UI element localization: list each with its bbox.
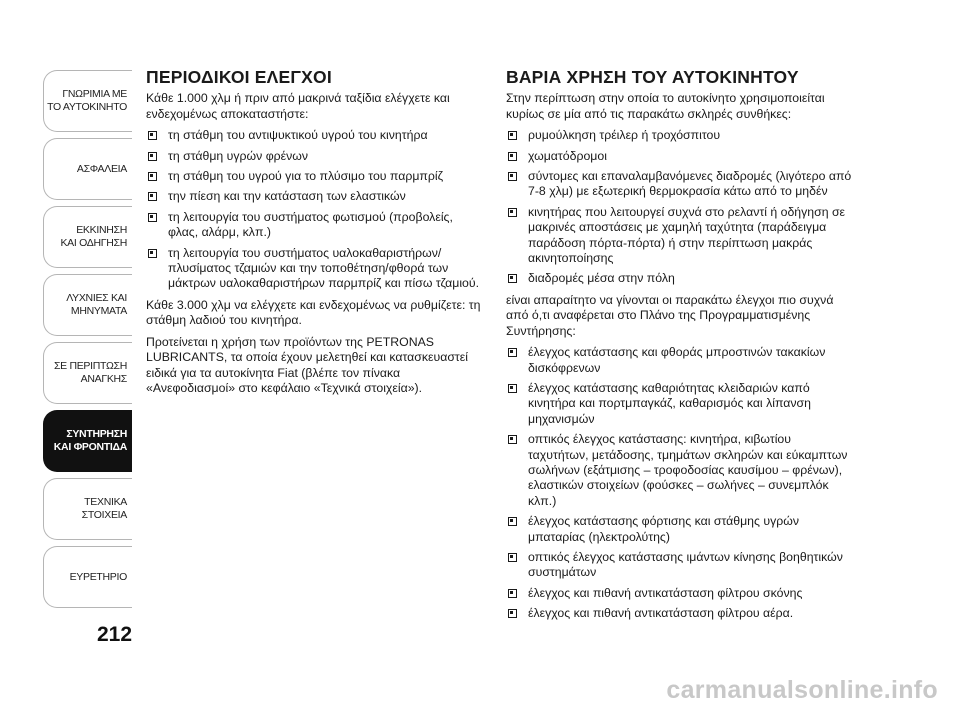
checkbox-icon [508,435,517,444]
page-number: 212 [97,623,133,646]
checkbox-icon [508,131,517,140]
list-item-text: τη στάθμη του αντιψυκτικού υγρού του κινητήρα [168,128,428,143]
list-item [506,606,852,621]
checkbox-icon [148,152,157,161]
paragraph: είναι απαραίτητο να γίνονται οι παρακάτω έλεγχοι πιο συχνά από ό,τι αναφέρεται στο Πλάνο της Προγραμματισμένης Συντήρησης: [506,292,834,338]
list-item [506,271,852,286]
list-item [146,189,486,204]
checkbox-icon [508,208,517,217]
list-item [506,149,852,164]
list-item [506,432,852,509]
list-item [506,586,852,601]
checkbox-icon [148,192,157,201]
list-item-text: έλεγχος κατάστασης και φθοράς μπροστινών τακακίων δισκόφρενων [528,345,826,375]
list-item-text: τη λειτουργία του συστήματος υαλοκαθαριστήρων/πλυσίματος τζαμιών και την τοποθέτηση/φθορά των μάκτρων υαλοκαθαριστήρων παρμπρίζ και πίσω τζαμιού. [168,245,480,291]
list-item-text: έλεγχος κατάστασης καθαριότητας κλειδαριών καπό κινητήρα και πορτμπαγκάζ, καθαρισμός και λίπανση μηχανισμών [528,380,811,426]
conditions-list [506,128,852,287]
list-item-text: οπτικός έλεγχος κατάστασης: κινητήρα, κιβωτίου ταχυτήτων, μετάδοσης, τμημάτων σκληρών και εύκαμπτων σωλήνων (εξάτμισης – τροφοδοσίας καυσίμου – φρένων), ελαστικών στοιχείων (φούσκες – σωλήνες – συνεμπλόκ κλπ.) [528,432,848,508]
checkbox-icon [148,249,157,258]
checkbox-icon [508,609,517,618]
checklist [146,128,486,292]
tab-starting-driving[interactable]: ΕΚΚΙΝΗΣΗ ΚΑΙ ΟΔΗΓΗΣΗ [43,206,132,268]
list-item-text: έλεγχος και πιθανή αντικατάσταση φίλτρου αέρα. [528,606,794,621]
list-item-text: έλεγχος και πιθανή αντικατάσταση φίλτρου σκόνης [528,585,803,600]
list-item-text: την πίεση και την κατάσταση των ελαστικών [168,189,406,204]
checkbox-icon [148,213,157,222]
list-item-text: έλεγχος κατάστασης φόρτισης και στάθμης υγρών μπαταρίας (ηλεκτρολύτης) [528,514,799,544]
checkbox-icon [508,152,517,161]
checkbox-icon [508,553,517,562]
tab-lights-messages[interactable]: ΛΥΧΝΙΕΣ ΚΑΙ ΜΗΝΥΜΑΤΑ [43,274,132,336]
tab-safety[interactable]: ΑΣΦΑΛΕΙΑ [43,138,132,200]
tab-getting-to-know[interactable]: ΓΝΩΡΙΜΙΑ ΜΕ ΤΟ ΑΥΤΟΚΙΝΗΤΟ [43,70,132,132]
list-item [146,169,486,184]
list-item-text: σύντομες και επαναλαμβανόμενες διαδρομές (λιγότερο από 7-8 χλμ) με εξωτερική θερμοκρασία κάτω από το μηδέν [528,169,852,199]
checkbox-icon [148,172,157,181]
intro-paragraph: Κάθε 1.000 χλμ ή πριν από μακρινά ταξίδια ελέγχετε και ενδεχομένως αποκαταστήστε: [146,91,450,121]
section-title: ΒΑΡΙΑ ΧΡΗΣΗ ΤΟΥ ΑΥΤΟΚΙΝΗΤΟΥ [506,67,799,87]
watermark: carmanualsonline.info [666,676,938,704]
tab-emergency[interactable]: ΣΕ ΠΕΡΙΠΤΩΣΗ ΑΝΑΓΚΗΣ [43,342,132,404]
list-item [146,246,486,292]
list-item-text: τη στάθμη υγρών φρένων [168,148,309,163]
list-item [506,550,852,581]
list-item [506,345,852,376]
list-item [146,128,486,143]
checkbox-icon [508,517,517,526]
checkbox-icon [508,589,517,598]
list-item-text: ρυμούλκηση τρέιλερ ή τροχόσπιτου [528,128,721,143]
checks-list [506,345,852,622]
list-item-text: διαδρομές μέσα στην πόλη [528,271,675,286]
tab-index[interactable]: ΕΥΡΕΤΗΡΙΟ [43,546,132,608]
checkbox-icon [508,348,517,357]
section-title: ΠΕΡΙΟΔΙΚΟΙ ΕΛΕΓΧΟΙ [146,67,332,87]
list-item [146,149,486,164]
periodic-checks-section [146,67,486,402]
paragraph: Προτείνεται η χρήση των προϊόντων της PETRONAS LUBRICANTS, τα οποία έχουν μελετηθεί και κατασκευαστεί ειδικά για τα αυτοκίνητα Fiat (βλέπε τον πίνακα «Ανεφοδιασμοί» στο κεφάλαιο «Τεχνικά στοιχεία»). [146,334,468,395]
checkbox-icon [508,384,517,393]
list-item-text: τη στάθμη του υγρού για το πλύσιμο του παρμπρίζ [168,169,444,184]
checkbox-icon [148,131,157,140]
heavy-use-section [506,67,852,628]
intro-paragraph: Στην περίπτωση στην οποία το αυτοκίνητο χρησιμοποιείται κυρίως σε μία από τις παρακάτω σκληρές συνθήκες: [506,91,825,121]
checkbox-icon [508,274,517,283]
tab-technical-data[interactable]: ΤΕΧΝΙΚΑ ΣΤΟΙΧΕΙΑ [43,478,132,540]
list-item-text: κινητήρας που λειτουργεί συχνά στο ρελαντί ή οδήγηση σε μακρινές αποστάσεις με χαμηλή ταχύτητα (παράδειγμα παράδοση πόρτα-πόρτα) ή στην περίπτωση μακράς ακινητοποίησης [528,204,846,266]
list-item [506,514,852,545]
list-item [506,205,852,267]
list-item [506,128,852,143]
paragraph: Κάθε 3.000 χλμ να ελέγχετε και ενδεχομένως να ρυθμίζετε: τη στάθμη λαδιού του κινητήρα. [146,297,481,328]
list-item [506,381,852,427]
tab-maintenance-care[interactable]: ΣΥΝΤΗΡΗΣΗ ΚΑΙ ΦΡΟΝΤΙΔΑ [43,410,132,472]
list-item [506,169,852,200]
list-item-text: οπτικός έλεγχος κατάστασης ιμάντων κίνησης βοηθητικών συστημάτων [528,549,843,580]
list-item-text: χωματόδρομοι [528,148,607,163]
list-item [146,210,486,241]
checkbox-icon [508,172,517,181]
list-item-text: τη λειτουργία του συστήματος φωτισμού (προβολείς, φλας, αλάρμ, κλπ.) [168,209,453,240]
chapter-tabs [43,70,132,614]
